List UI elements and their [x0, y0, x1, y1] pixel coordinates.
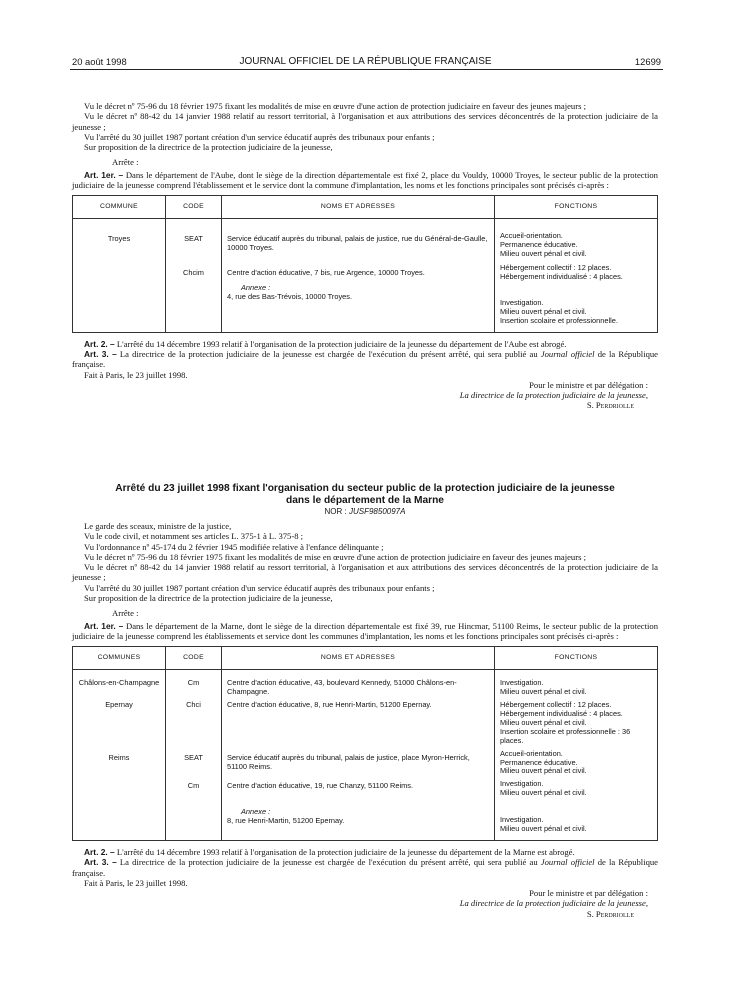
fonction-line: Hébergement individualisé : 4 places.	[500, 708, 623, 718]
fonction-line: Milieu ouvert pénal et civil.	[500, 788, 587, 798]
visa-paragraph: Vu l'ordonnance nº 45-174 du 2 février 1945 modifiée relative à l'enfance délinquante ;	[84, 541, 384, 552]
fonction-line: Accueil-orientation.	[500, 231, 563, 241]
cell-fonctions	[495, 778, 658, 800]
header-journal-title: JOURNAL OFFICIEL DE LA RÉPUBLIQUE FRANÇAISE	[239, 56, 492, 67]
col-header-communes: COMMUNES	[73, 647, 166, 670]
arrete-label: Arrête :	[112, 157, 139, 168]
table-row	[73, 219, 658, 261]
visa-paragraph: Vu le décret nº 75-96 du 18 février 1975 fixant les modalités de mise en œuvre d'une action de protection judiciaire en faveur des jeunes majeurs ;	[84, 551, 586, 562]
aube-arrete-section	[72, 101, 658, 411]
signature-block	[72, 380, 658, 411]
marne-arrete-title	[72, 483, 658, 506]
nor-reference	[72, 507, 658, 516]
table-row	[73, 699, 658, 748]
cell-code: Cm	[166, 670, 222, 699]
marne-arrete-section	[72, 521, 658, 919]
nom-line: Centre d'action éducative, 7 bis, rue Argence, 10000 Troyes.	[227, 268, 425, 278]
fonction-line: Milieu ouvert pénal et civil.	[500, 717, 587, 727]
cell-code: SEAT	[166, 748, 222, 779]
col-header-fonctions: FONCTIONS	[495, 196, 658, 219]
visa-paragraph: Vu le code civil, et notamment ses articles L. 375-1 à L. 375-8 ;	[84, 531, 304, 542]
nor-label: NOR :	[324, 507, 347, 516]
article-1-text: Dans le département de la Marne, dont le siège de la direction départementale est fixé 39, rue Hincmar, 51100 Reims, le secteur public de la protection judiciaire de la jeunesse comprend les établissements et service dont les communes d'implantation, les noms et les fonctions principales sont précisés ci-après :	[72, 620, 658, 641]
article-2-text: L'arrêté du 14 décembre 1993 relatif à l'organisation de la protection judiciaire de la jeunesse du département de la Marne est abrogé.	[116, 846, 575, 857]
article-3	[72, 857, 658, 878]
article-1-label: Art. 1er. –	[84, 620, 124, 631]
cell-fonctions	[495, 699, 658, 748]
signature-line-2: La directrice de la protection judiciaire de la jeunesse,	[459, 390, 648, 401]
visa-paragraph: Vu le décret nº 88-42 du 14 janvier 1988 relatif au ressort territorial, à l'organisation et aux attributions des services déconcentrés de la protection judiciaire de la jeunesse ;	[72, 562, 658, 583]
col-header-code: CODE	[166, 647, 222, 670]
annexe-address: 4, rue des Bas-Trévois, 10000 Troyes.	[227, 291, 353, 301]
cell-fonctions	[495, 748, 658, 779]
visa-paragraph: Vu l'arrêté du 30 juillet 1987 portant création d'un service éducatif auprès des tribunaux pour enfants ;	[84, 582, 435, 593]
table-row	[73, 670, 658, 699]
cell-nom: Centre d'action éducative, 19, rue Chanzy, 51100 Reims.	[222, 778, 495, 800]
fonction-line: Insertion scolaire et professionnelle : 36 places.	[500, 726, 631, 745]
fonction-line: Milieu ouvert pénal et civil.	[500, 687, 587, 697]
table-row	[73, 778, 658, 800]
marne-services-table	[72, 646, 658, 841]
fonction-line: Hébergement individualisé : 4 places.	[500, 272, 623, 281]
col-header-fonctions: FONCTIONS	[495, 647, 658, 670]
article-1	[72, 170, 658, 191]
signature-block	[72, 888, 658, 919]
cell-code: Chcim	[166, 261, 222, 332]
fonction-line: Investigation.	[500, 779, 544, 789]
fonction-line: Investigation.	[500, 815, 544, 825]
cell-commune: Châlons-en-Champagne	[78, 678, 160, 688]
cell-code: SEAT	[166, 219, 222, 261]
cell-fonctions	[495, 219, 658, 261]
fonction-line: Hébergement collectif : 12 places.	[500, 263, 612, 273]
cell-fonctions	[495, 670, 658, 699]
cell-nom: Service éducatif auprès du tribunal, palais de justice, place Myron-Herrick, 51100 Reims.	[222, 748, 495, 779]
article-2-label: Art. 2. –	[84, 338, 115, 349]
title-line-1: Arrêté du 23 juillet 1998 fixant l'organisation du secteur public de la protection judiciaire de la jeunesse	[115, 483, 615, 494]
col-header-commune: COMMUNE	[73, 196, 166, 219]
article-2	[72, 847, 658, 857]
cell-fonctions	[495, 800, 658, 840]
fait-a-paris: Fait à Paris, le 23 juillet 1998.	[84, 369, 188, 380]
cell-commune: Troyes	[107, 234, 131, 244]
nor-code: JUSF9850097A	[348, 507, 406, 516]
cell-nom: Centre d'action éducative, 8, rue Henri-Martin, 51200 Epernay.	[222, 699, 495, 748]
aube-services-table	[72, 195, 658, 332]
col-header-noms: NOMS ET ADRESSES	[222, 647, 495, 670]
fonction-line: Investigation.	[500, 678, 544, 688]
fait-a-paris: Fait à Paris, le 23 juillet 1998.	[84, 877, 188, 888]
table-row	[73, 748, 658, 779]
annexe-label: Annexe :	[241, 807, 271, 817]
fonction-line: Insertion scolaire et professionnelle.	[500, 315, 618, 325]
signature-line-1: Pour le ministre et par délégation :	[529, 888, 648, 899]
article-3-text: La directrice de la protection judiciaire de la jeunesse est chargée de l'exécution du présent arrêté, qui sera publié au	[119, 348, 538, 359]
cell-commune	[73, 800, 166, 840]
table-row	[73, 261, 658, 332]
article-2	[72, 339, 658, 349]
article-3-label: Art. 3. –	[84, 348, 117, 359]
header-rule	[70, 69, 663, 70]
fonction-line: Milieu ouvert pénal et civil.	[500, 249, 587, 259]
annexe-address: 8, rue Henri-Martin, 51200 Epernay.	[227, 816, 345, 826]
article-1-text: Dans le département de l'Aube, dont le siège de la direction départementale est fixé 2, place du Vouldy, 10000 Troyes, le secteur public de la protection judiciaire de la jeunesse comprend l'établissement et le service dont la commune d'implantation, les noms et les fonctions principales sont précisés ci-après :	[72, 169, 658, 191]
fonction-line: Permanence éducative.	[500, 240, 578, 250]
article-3-journal: Journal officiel	[540, 348, 595, 359]
fonction-line: Accueil-orientation.	[500, 748, 563, 758]
signature-line-1: Pour le ministre et par délégation :	[529, 379, 648, 390]
article-3-label: Art. 3. –	[84, 857, 117, 868]
visa-paragraph: Le garde des sceaux, ministre de la justice,	[84, 521, 232, 531]
header-date: 20 août 1998	[72, 56, 127, 67]
fonction-line: Milieu ouvert pénal et civil.	[500, 306, 587, 316]
cell-code: Cm	[166, 778, 222, 800]
cell-code: Chci	[166, 699, 222, 748]
col-header-code: CODE	[166, 196, 222, 219]
annexe-label: Annexe :	[241, 283, 271, 292]
article-3	[72, 349, 658, 370]
header-page-number: 12699	[634, 56, 661, 67]
fonction-line: Hébergement collectif : 12 places.	[500, 700, 612, 710]
cell-commune: Epernay	[105, 700, 133, 710]
visa-paragraph: Vu l'arrêté du 30 juillet 1987 portant création d'un service éducatif auprès des tribunaux pour enfants ;	[84, 131, 435, 142]
cell-commune	[73, 778, 166, 800]
article-3-text-end: de la République française.	[72, 857, 658, 878]
table-row	[73, 800, 658, 840]
cell-commune: Reims	[108, 752, 130, 762]
signature-line-2: La directrice de la protection judiciaire de la jeunesse,	[459, 898, 648, 909]
signature-name: S. Perdriolle	[586, 908, 634, 919]
article-2-text: L'arrêté du 14 décembre 1993 relatif à l'organisation de la protection judiciaire de la jeunesse du département de l'Aube est abrogé.	[116, 338, 567, 349]
cell-commune	[73, 261, 166, 332]
visa-paragraph: Vu le décret nº 88-42 du 14 janvier 1988 relatif au ressort territorial, à l'organisation et aux attributions des services déconcentrés de la protection judiciaire de la jeunesse ;	[72, 111, 658, 132]
article-1	[72, 621, 658, 642]
signature-name: S. Perdriolle	[586, 400, 634, 411]
fonction-line: Investigation.	[500, 297, 544, 307]
article-2-label: Art. 2. –	[84, 846, 115, 857]
visa-paragraph: Vu le décret nº 75-96 du 18 février 1975 fixant les modalités de mise en œuvre d'une action de protection judiciaire en faveur des jeunes majeurs ;	[84, 101, 586, 111]
cell-nom	[222, 800, 495, 840]
col-header-noms: NOMS ET ADRESSES	[222, 196, 495, 219]
cell-nom	[222, 261, 495, 332]
article-3-text: La directrice de la protection judiciaire de la jeunesse est chargée de l'exécution du présent arrêté, qui sera publié au	[119, 857, 538, 868]
visa-paragraph: Sur proposition de la directrice de la protection judiciaire de la jeunesse,	[84, 593, 333, 604]
article-3-text-end: de la République française.	[72, 348, 658, 370]
article-1-label: Art. 1er. –	[84, 169, 124, 180]
arrete-label: Arrête :	[112, 608, 139, 619]
visa-paragraph: Sur proposition de la directrice de la protection judiciaire de la jeunesse,	[84, 142, 333, 153]
article-3-journal: Journal officiel	[540, 857, 595, 868]
fonction-line: Permanence éducative.	[500, 757, 578, 767]
fonction-line: Milieu ouvert pénal et civil.	[500, 824, 587, 834]
cell-fonctions	[495, 261, 658, 332]
cell-code	[166, 800, 222, 840]
cell-nom: Centre d'action éducative, 43, boulevard Kennedy, 51000 Châlons-en-Champagne.	[222, 670, 495, 699]
title-line-2: dans le département de la Marne	[286, 494, 444, 506]
fonction-line: Milieu ouvert pénal et civil.	[500, 766, 587, 776]
cell-nom: Service éducatif auprès du tribunal, palais de justice, rue du Général-de-Gaulle, 10000 Troyes.	[222, 219, 495, 261]
